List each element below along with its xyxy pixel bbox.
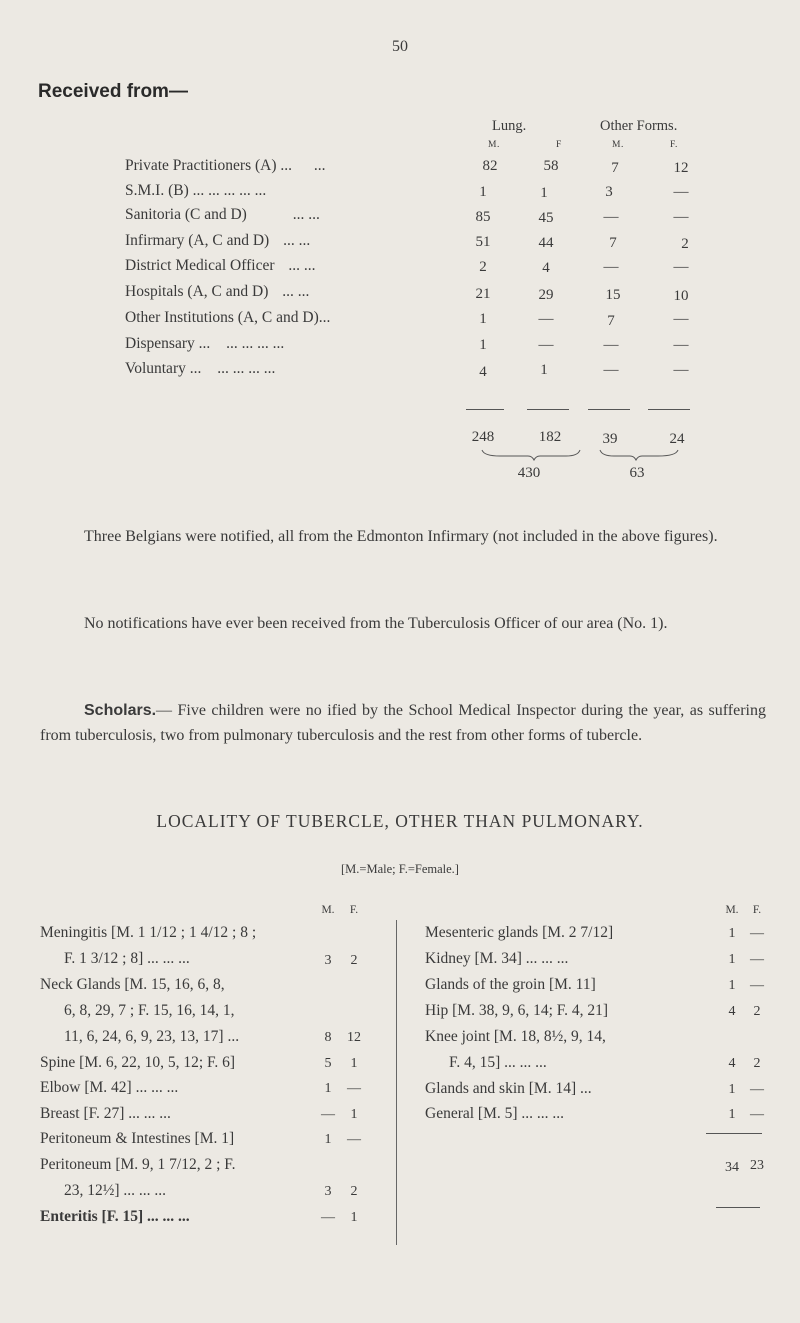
left-m-value: 1 <box>324 1081 332 1096</box>
right-m-value: 1 <box>728 1107 736 1122</box>
right-entry-line: Kidney [M. 34] ... ... ... <box>425 950 569 967</box>
left-m-value: 8 <box>324 1030 332 1045</box>
sub-header-other-f: F. <box>670 140 678 150</box>
scholars-label: Scholars. <box>84 702 157 719</box>
left-f-header: F. <box>349 904 359 916</box>
cell: 21 <box>475 286 491 302</box>
left-f-value: — <box>347 1081 361 1096</box>
other-forms-group-header: Other Forms. <box>600 118 678 134</box>
left-m-value: 3 <box>324 1184 332 1199</box>
left-entry-line: Meningitis [M. 1 1/12 ; 1 4/12 ; 8 ; <box>40 924 257 941</box>
page-number: 50 <box>392 38 408 55</box>
right-f-value: 2 <box>753 1056 761 1071</box>
total-other-f: 24 <box>669 431 685 447</box>
right-entry-line: General [M. 5] ... ... ... <box>425 1105 565 1122</box>
left-entry-line: Peritoneum [M. 9, 1 7/12, 2 ; F. <box>40 1156 236 1173</box>
cell: 7 <box>607 313 615 329</box>
cell: 85 <box>475 209 491 225</box>
lung-group-header: Lung. <box>492 118 527 134</box>
scholars-text: — Five children were no ified by the School Medical Inspector during the year, as suffering from tuberculosis, two from pulmonary tuberculosis and the rest from other forms of tubercle. <box>40 702 766 744</box>
right-entry-line: Mesenteric glands [M. 2 7/12] <box>425 924 614 941</box>
section-heading: Received from— <box>38 81 188 102</box>
belgians-paragraph: Three Belgians were notified, all from the Edmonton Infirmary (not included in the above figures). <box>84 528 718 545</box>
cell: 29 <box>538 287 554 303</box>
cell: 2 <box>681 236 689 252</box>
total-rule <box>466 409 504 410</box>
left-f-value: 1 <box>350 1210 358 1225</box>
left-entry-line: F. 1 3/12 ; 8] ... ... ... <box>64 950 190 967</box>
cell: 2 <box>479 259 487 275</box>
grand-total-lung: 430 <box>517 465 541 481</box>
cell: 51 <box>475 234 491 250</box>
cell: 1 <box>479 184 487 200</box>
cell: 1 <box>540 185 548 201</box>
right-m-value: 1 <box>728 926 736 941</box>
left-m-value: — <box>321 1210 335 1225</box>
cell: 10 <box>673 288 689 304</box>
cell: 4 <box>542 260 550 276</box>
row-label-private-practitioners: Private Practitioners (A) ... ... <box>125 157 326 174</box>
left-entry-line: Breast [F. 27] ... ... ... <box>40 1105 171 1122</box>
right-f-header: F. <box>752 904 762 916</box>
sub-header-lung-m: M. <box>488 140 500 150</box>
total-rule <box>648 409 690 410</box>
right-total-rule <box>706 1133 762 1134</box>
cell: — <box>603 337 619 353</box>
right-entry-line: Knee joint [M. 18, 8½, 9, 14, <box>425 1028 606 1045</box>
right-f-value: — <box>750 1082 764 1097</box>
cell: 7 <box>609 235 617 251</box>
left-m-value: 3 <box>324 953 332 968</box>
cell: — <box>603 209 619 225</box>
right-total-f: 23 <box>750 1158 764 1173</box>
cell: — <box>673 362 689 378</box>
right-entry-line: Glands of the groin [M. 11] <box>425 976 596 993</box>
locality-legend: [M.=Male; F.=Female.] <box>341 862 459 876</box>
row-label-infirmary: Infirmary (A, C and D) ... ... <box>125 232 311 249</box>
tuberculosis-officer-paragraph: No notifications have ever been received from the Tuberculosis Officer of our area (No. 1). <box>84 615 668 632</box>
right-m-value: 4 <box>728 1056 736 1071</box>
sub-header-lung-f: F <box>556 140 562 150</box>
right-f-value: — <box>750 1107 764 1122</box>
row-label-voluntary: Voluntary ... ... ... ... ... <box>125 360 276 377</box>
cell: 82 <box>482 158 498 174</box>
left-entry-line: Neck Glands [M. 15, 16, 6, 8, <box>40 976 225 993</box>
left-f-value: 2 <box>350 953 358 968</box>
cell: — <box>538 337 554 353</box>
left-f-value: 2 <box>350 1184 358 1199</box>
right-entry-line: Glands and skin [M. 14] ... <box>425 1080 592 1097</box>
cell: — <box>673 184 689 200</box>
row-label-hospitals: Hospitals (A, C and D) ... ... <box>125 283 310 300</box>
cell: 3 <box>605 184 613 200</box>
scholars-paragraph <box>40 698 766 748</box>
right-m-value: 1 <box>728 1082 736 1097</box>
right-entry-line: Hip [M. 38, 9, 6, 14; F. 4, 21] <box>425 1002 609 1019</box>
left-f-value: 12 <box>347 1030 361 1045</box>
cell: 12 <box>673 160 689 176</box>
left-m-value: 1 <box>324 1132 332 1147</box>
cell: 1 <box>540 362 548 378</box>
left-entry-line: 11, 6, 24, 6, 9, 23, 13, 17] ... <box>64 1028 240 1045</box>
left-entry-line: Elbow [M. 42] ... ... ... <box>40 1079 179 1096</box>
locality-title: LOCALITY OF TUBERCLE, OTHER THAN PULMONARY. <box>156 811 644 831</box>
left-entry-line: 23, 12½] ... ... ... <box>64 1182 167 1199</box>
total-rule <box>527 409 569 410</box>
cell: 1 <box>479 337 487 353</box>
cell: — <box>673 259 689 275</box>
grand-total-other: 63 <box>629 465 645 481</box>
cell: — <box>673 337 689 353</box>
total-other-m: 39 <box>602 431 618 447</box>
left-m-value: 5 <box>324 1056 332 1071</box>
row-label-smi: S.M.I. (B) ... ... ... ... ... <box>125 182 267 199</box>
right-f-value: — <box>750 978 764 993</box>
row-label-dispensary: Dispensary ... ... ... ... ... <box>125 335 285 352</box>
row-label-other-institutions: Other Institutions (A, C and D)... <box>125 309 331 326</box>
cell: — <box>603 259 619 275</box>
brace-graphics <box>480 448 680 462</box>
right-total-m: 34 <box>725 1160 739 1175</box>
right-total-underline <box>716 1207 760 1208</box>
left-m-value: — <box>321 1107 335 1122</box>
total-lung-m: 248 <box>471 429 495 445</box>
right-m-value: 4 <box>728 1004 736 1019</box>
cell: — <box>538 311 554 327</box>
left-f-value: 1 <box>350 1056 358 1071</box>
left-entry-line: Enteritis [F. 15] ... ... ... <box>40 1208 190 1225</box>
total-lung-f: 182 <box>538 429 562 445</box>
cell: — <box>673 311 689 327</box>
cell: 58 <box>543 158 559 174</box>
right-f-value: — <box>750 952 764 967</box>
total-rule <box>588 409 630 410</box>
right-f-value: — <box>750 926 764 941</box>
right-m-header: M. <box>725 904 739 916</box>
left-entry-line: 6, 8, 29, 7 ; F. 15, 16, 14, 1, <box>64 1002 235 1019</box>
cell: — <box>603 362 619 378</box>
cell: 44 <box>538 235 554 251</box>
cell: 7 <box>611 160 619 176</box>
cell: 1 <box>479 311 487 327</box>
left-entry-line: Peritoneum & Intestines [M. 1] <box>40 1130 235 1147</box>
left-entry-line: Spine [M. 6, 22, 10, 5, 12; F. 6] <box>40 1054 236 1071</box>
right-m-value: 1 <box>728 978 736 993</box>
row-label-district-medical-officer: District Medical Officer ... ... <box>125 257 316 274</box>
cell: 45 <box>538 210 554 226</box>
column-divider <box>396 920 397 1245</box>
row-label-sanitoria: Sanitoria (C and D) ... ... <box>125 206 320 223</box>
cell: — <box>673 209 689 225</box>
right-f-value: 2 <box>753 1004 761 1019</box>
cell: 15 <box>605 287 621 303</box>
left-m-header: M. <box>321 904 335 916</box>
cell: 4 <box>479 364 487 380</box>
right-entry-line: F. 4, 15] ... ... ... <box>449 1054 547 1071</box>
right-m-value: 1 <box>728 952 736 967</box>
sub-header-other-m: M. <box>612 140 624 150</box>
left-f-value: — <box>347 1132 361 1147</box>
left-f-value: 1 <box>350 1107 358 1122</box>
